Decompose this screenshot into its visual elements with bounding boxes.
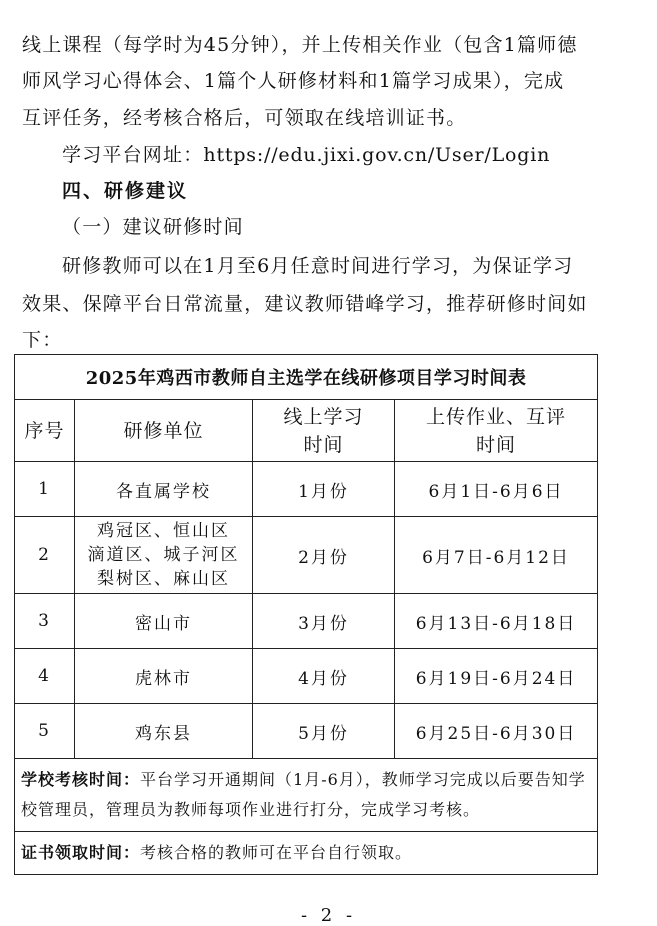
header-online-time bbox=[253, 400, 395, 462]
page-number: - 2 - bbox=[300, 905, 357, 926]
table-row bbox=[15, 649, 598, 704]
cell-unit: 鸡东县 bbox=[75, 704, 253, 759]
unit-line: 滴道区、城子河区 bbox=[87, 545, 240, 565]
cell-online: 4月份 bbox=[253, 649, 395, 704]
note-certificate-text: 考核合格的教师可在平台自行领取。 bbox=[140, 843, 413, 862]
table-row bbox=[15, 462, 598, 517]
note-row-certificate bbox=[15, 832, 598, 875]
cell-upload: 6月1日-6月6日 bbox=[395, 462, 598, 517]
unit-line: 鸡冠区、恒山区 bbox=[97, 521, 230, 541]
note-row-assessment bbox=[15, 759, 598, 832]
cell-no: 1 bbox=[15, 462, 75, 517]
platform-url: https://edu.jixi.gov.cn/User/Login bbox=[203, 144, 551, 166]
header-upload-line1: 上传作业、互评 bbox=[426, 405, 567, 428]
cell-online: 3月份 bbox=[253, 594, 395, 649]
note-assessment-text: 平台学习开通期间（1月-6月），教师学习完成以后要告知学校管理员，管理员为教师每项作业进行打分，完成学习考核。 bbox=[21, 770, 586, 819]
note-certificate bbox=[15, 832, 598, 875]
platform-label: 学习平台网址： bbox=[62, 144, 204, 166]
table-header-row bbox=[15, 400, 598, 462]
section-heading: 四、研修建议 bbox=[62, 180, 189, 202]
cell-no: 4 bbox=[15, 649, 75, 704]
schedule-table bbox=[14, 354, 598, 875]
note-assessment-label: 学校考核时间： bbox=[21, 770, 141, 789]
paragraph-line: 互评任务，经考核合格后，可领取在线培训证书。 bbox=[22, 107, 467, 129]
header-unit: 研修单位 bbox=[75, 400, 253, 462]
cell-upload: 6月7日-6月12日 bbox=[395, 517, 598, 594]
cell-upload: 6月25日-6月30日 bbox=[395, 704, 598, 759]
cell-unit: 密山市 bbox=[75, 594, 253, 649]
header-online-line2: 时间 bbox=[303, 433, 344, 456]
table-row bbox=[15, 594, 598, 649]
table-row bbox=[15, 704, 598, 759]
note-certificate-label: 证书领取时间： bbox=[21, 843, 141, 862]
cell-upload: 6月19日-6月24日 bbox=[395, 649, 598, 704]
cell-unit: 虎林市 bbox=[75, 649, 253, 704]
subsection-heading: （一）建议研修时间 bbox=[62, 216, 244, 238]
cell-online: 5月份 bbox=[253, 704, 395, 759]
cell-no: 2 bbox=[15, 517, 75, 594]
table-title: 2025年鸡西市教师自主选学在线研修项目学习时间表 bbox=[15, 355, 598, 400]
paragraph-line: 下： bbox=[22, 329, 63, 351]
header-no: 序号 bbox=[15, 400, 75, 462]
table-row bbox=[15, 517, 598, 594]
note-assessment bbox=[15, 759, 598, 832]
header-upload-time bbox=[395, 400, 598, 462]
platform-line bbox=[62, 141, 550, 169]
cell-online: 2月份 bbox=[253, 517, 395, 594]
cell-no: 3 bbox=[15, 594, 75, 649]
paragraph-line: 线上课程（每学时为45分钟），并上传相关作业（包含1篇师德 bbox=[22, 34, 578, 56]
unit-line: 梨树区、麻山区 bbox=[97, 569, 230, 589]
paragraph-line: 研修教师可以在1月至6月任意时间进行学习，为保证学习 bbox=[62, 255, 574, 277]
paragraph-line: 效果、保障平台日常流量，建议教师错峰学习，推荐研修时间如 bbox=[22, 293, 588, 315]
cell-upload: 6月13日-6月18日 bbox=[395, 594, 598, 649]
cell-online: 1月份 bbox=[253, 462, 395, 517]
cell-unit: 各直属学校 bbox=[75, 462, 253, 517]
paragraph-line: 师风学习心得体会、1篇个人研修材料和1篇学习成果），完成 bbox=[22, 70, 565, 92]
cell-no: 5 bbox=[15, 704, 75, 759]
header-upload-line2: 时间 bbox=[476, 433, 517, 456]
cell-unit bbox=[75, 517, 253, 594]
header-online-line1: 线上学习 bbox=[283, 405, 364, 428]
